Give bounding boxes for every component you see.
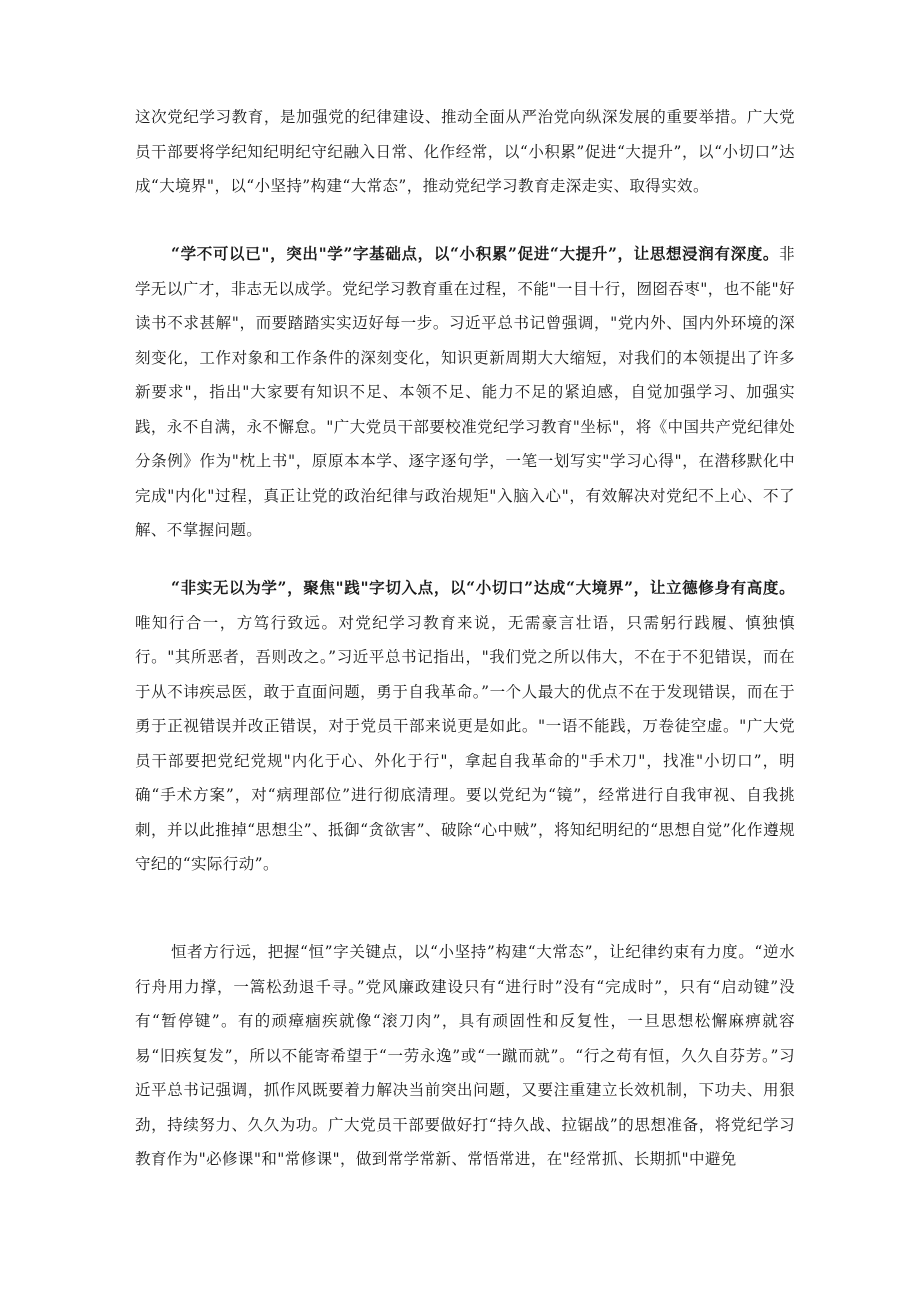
paragraph-persistence-body: 恒者方行远，把握“恒”字关键点，以“小坚持”构建“大常态”，让纪律约束有力度。“逆水行舟用力撑，一篙松劲退千寻。”党风廉政建设只有“进行时”没有“完成时”，只有“启动键”没有“暂停键”。有的顽瘴痼疾就像“滚刀肉”，具有顽固性和反复性，一旦思想松懈麻痹就容易“旧疾复发”，所以不能寄希望于“一劳永逸”或“一蹴而就”。“行之苟有恒，久久自芬芳。”习近平总书记强调，抓作风既要着力解决当前突出问题，又要注重建立长效机制，下功夫、用狠劲，持续努力、久久为功。广大党员干部要做好打“持久战、拉锯战”的思想准备，将党纪学习教育作为"必修课"和"常修课"，做到常学常新、常悟常进，在"经常抓、长期抓"中避免	[135, 943, 795, 1168]
paragraph-practice-heading: “非实无以为学”，聚焦"践"字切入点，以“小切口”达成“大境界”，让立德修身有高度。	[171, 578, 795, 597]
paragraph-intro-body: 这次党纪学习教育，是加强党的纪律建设、推动全面从严治党向纵深发展的重要举措。广大党员干部要将学纪知纪明纪守纪融入日常、化作经常，以“小积累”促进“大提升”，以“小切口”达成“大境界"，以“小坚持”构建“大常态”，推动党纪学习教育走深走实、取得实效。	[135, 108, 795, 195]
paragraph-study	[135, 237, 795, 548]
paragraph-study-body: 非学无以广才，非志无以成学。党纪学习教育重在过程，不能"一目十行，囫囵吞枣"，也不能"好读书不求甚解"，而要踏踏实实迈好每一步。习近平总书记曾强调，"党内外、国内外环境的深刻变化，工作对象和工作条件的深刻变化，知识更新周期大大缩短，对我们的本领提出了许多新要求"，指出"大家要有知识不足、本领不足、能力不足的紧迫感，自觉加强学习、加强实践，永不自满，永不懈怠。"广大党员干部要校准党纪学习教育"坐标"，将《中国共产党纪律处分条例》作为"枕上书"，原原本本学、逐字逐句学，一笔一划写实"学习心得"，在潜移默化中完成"内化"过程，真正让党的政治纪律与政治规矩"入脑入心"，有效解决对党纪不上心、不了解、不掌握问题。	[135, 245, 795, 539]
paragraph-practice	[135, 571, 795, 882]
paragraph-practice-body: 唯知行合一，方笃行致远。对党纪学习教育来说，无需豪言壮语，只需躬行践履、慎独慎行。"其所恶者，吾则改之。”习近平总书记指出，"我们党之所以伟大，不在于不犯错误，而在于从不讳疾忌医，敢于直面问题，勇于自我革命。”一个人最大的优点不在于发现错误，而在于勇于正视错误并改正错误，对于党员干部来说更是如此。"一语不能践，万卷徒空虚。"广大党员干部要把党纪党规"内化于心、外化于行"，拿起自我革命的"手术刀"，找准"小切口”，明确“手术方案”，对“病理部位”进行彻底清理。要以党纪为“镜”，经常进行自我审视、自我挑刺，并以此推掉“思想尘”、抵御“贪欲害”、破除“心中贼”，将知纪明纪的“思想自觉”化作遵规守纪的“实际行动”。	[135, 613, 795, 873]
paragraph-persistence	[135, 935, 795, 1177]
paragraph-intro	[135, 100, 795, 204]
paragraph-study-heading: “学不可以已"，突出"学”字基础点，以“小积累”促进“大提升”，让思想浸润有深度。	[171, 244, 780, 263]
